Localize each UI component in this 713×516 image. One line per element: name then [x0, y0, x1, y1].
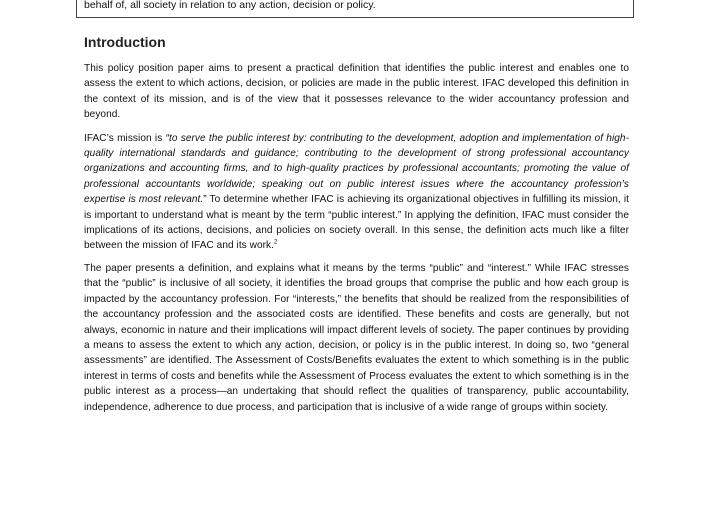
callout-text: behalf of, all society in relation to any action, decision or policy. — [84, 0, 376, 11]
paragraph-3: The paper presents a definition, and explains what it means by the terms “public” and “interest.” While IFAC stresses that the “public” is inclusive of all society, it identifies the broad groups that comprise the public and how each group is impacted by the accountancy profession. For “interests,” the benefits that should be realized from the responsibilities of the accountancy profession and the associated costs are identified. These benefits and costs are generally, but not always, economic in nature and their implications will impact different levels of society. The paper continues by providing a means to assess the extent to which any action, decision, or policy is in the public interest. In doing so, two “general assessments” are identified. The Assessment of Costs/Benefits evaluates the extent to which something is in the public interest in terms of costs and benefits while the Assessment of Process evaluates the extent to which something is in the public interest as a process—an undertaking that should reflect the qualities of transparency, public accountability, independence, adherence to due process, and participation that is inclusive of a wide range of groups within society. — [84, 262, 629, 413]
footnote-marker[interactable]: 2 — [274, 240, 278, 247]
mission-quote: “to serve the public interest by: contributing to the development, adoption and implementation of high-quality international standards and guidance; contributing to the development of strong professional accountancy organizations and accounting firms, and to high-quality practices by professional accountants; promoting the value of professional accountants worldwide; speaking out on public interest issues where the accountancy profession’s expertise is most relevant. — [84, 132, 629, 206]
paragraph-2-end: ” To determine whether IFAC is achieving its organizational objectives in fulfilling its mission, it is important to understand what is meant by the term “public interest.” In applying the definition, IFAC must consider the implications of its actions, decisions, and policies on society overall. In this sense, the definition acts much like a filter between the mission of IFAC and its work. — [84, 194, 629, 252]
paragraph-2-start: IFAC’s mission is — [84, 132, 166, 144]
paragraph-2 — [84, 131, 629, 254]
callout-box — [76, 0, 634, 18]
document-content — [84, 33, 629, 422]
section-heading: Introduction — [84, 34, 166, 50]
paragraph-1: This policy position paper aims to present a practical definition that identifies the public interest and enables one to assess the extent to which actions, decision, or policies are made in the public interest. IFAC developed this definition in the context of its mission, and is of the view that it possesses relevance to the wider accountancy profession and beyond. — [84, 63, 629, 121]
